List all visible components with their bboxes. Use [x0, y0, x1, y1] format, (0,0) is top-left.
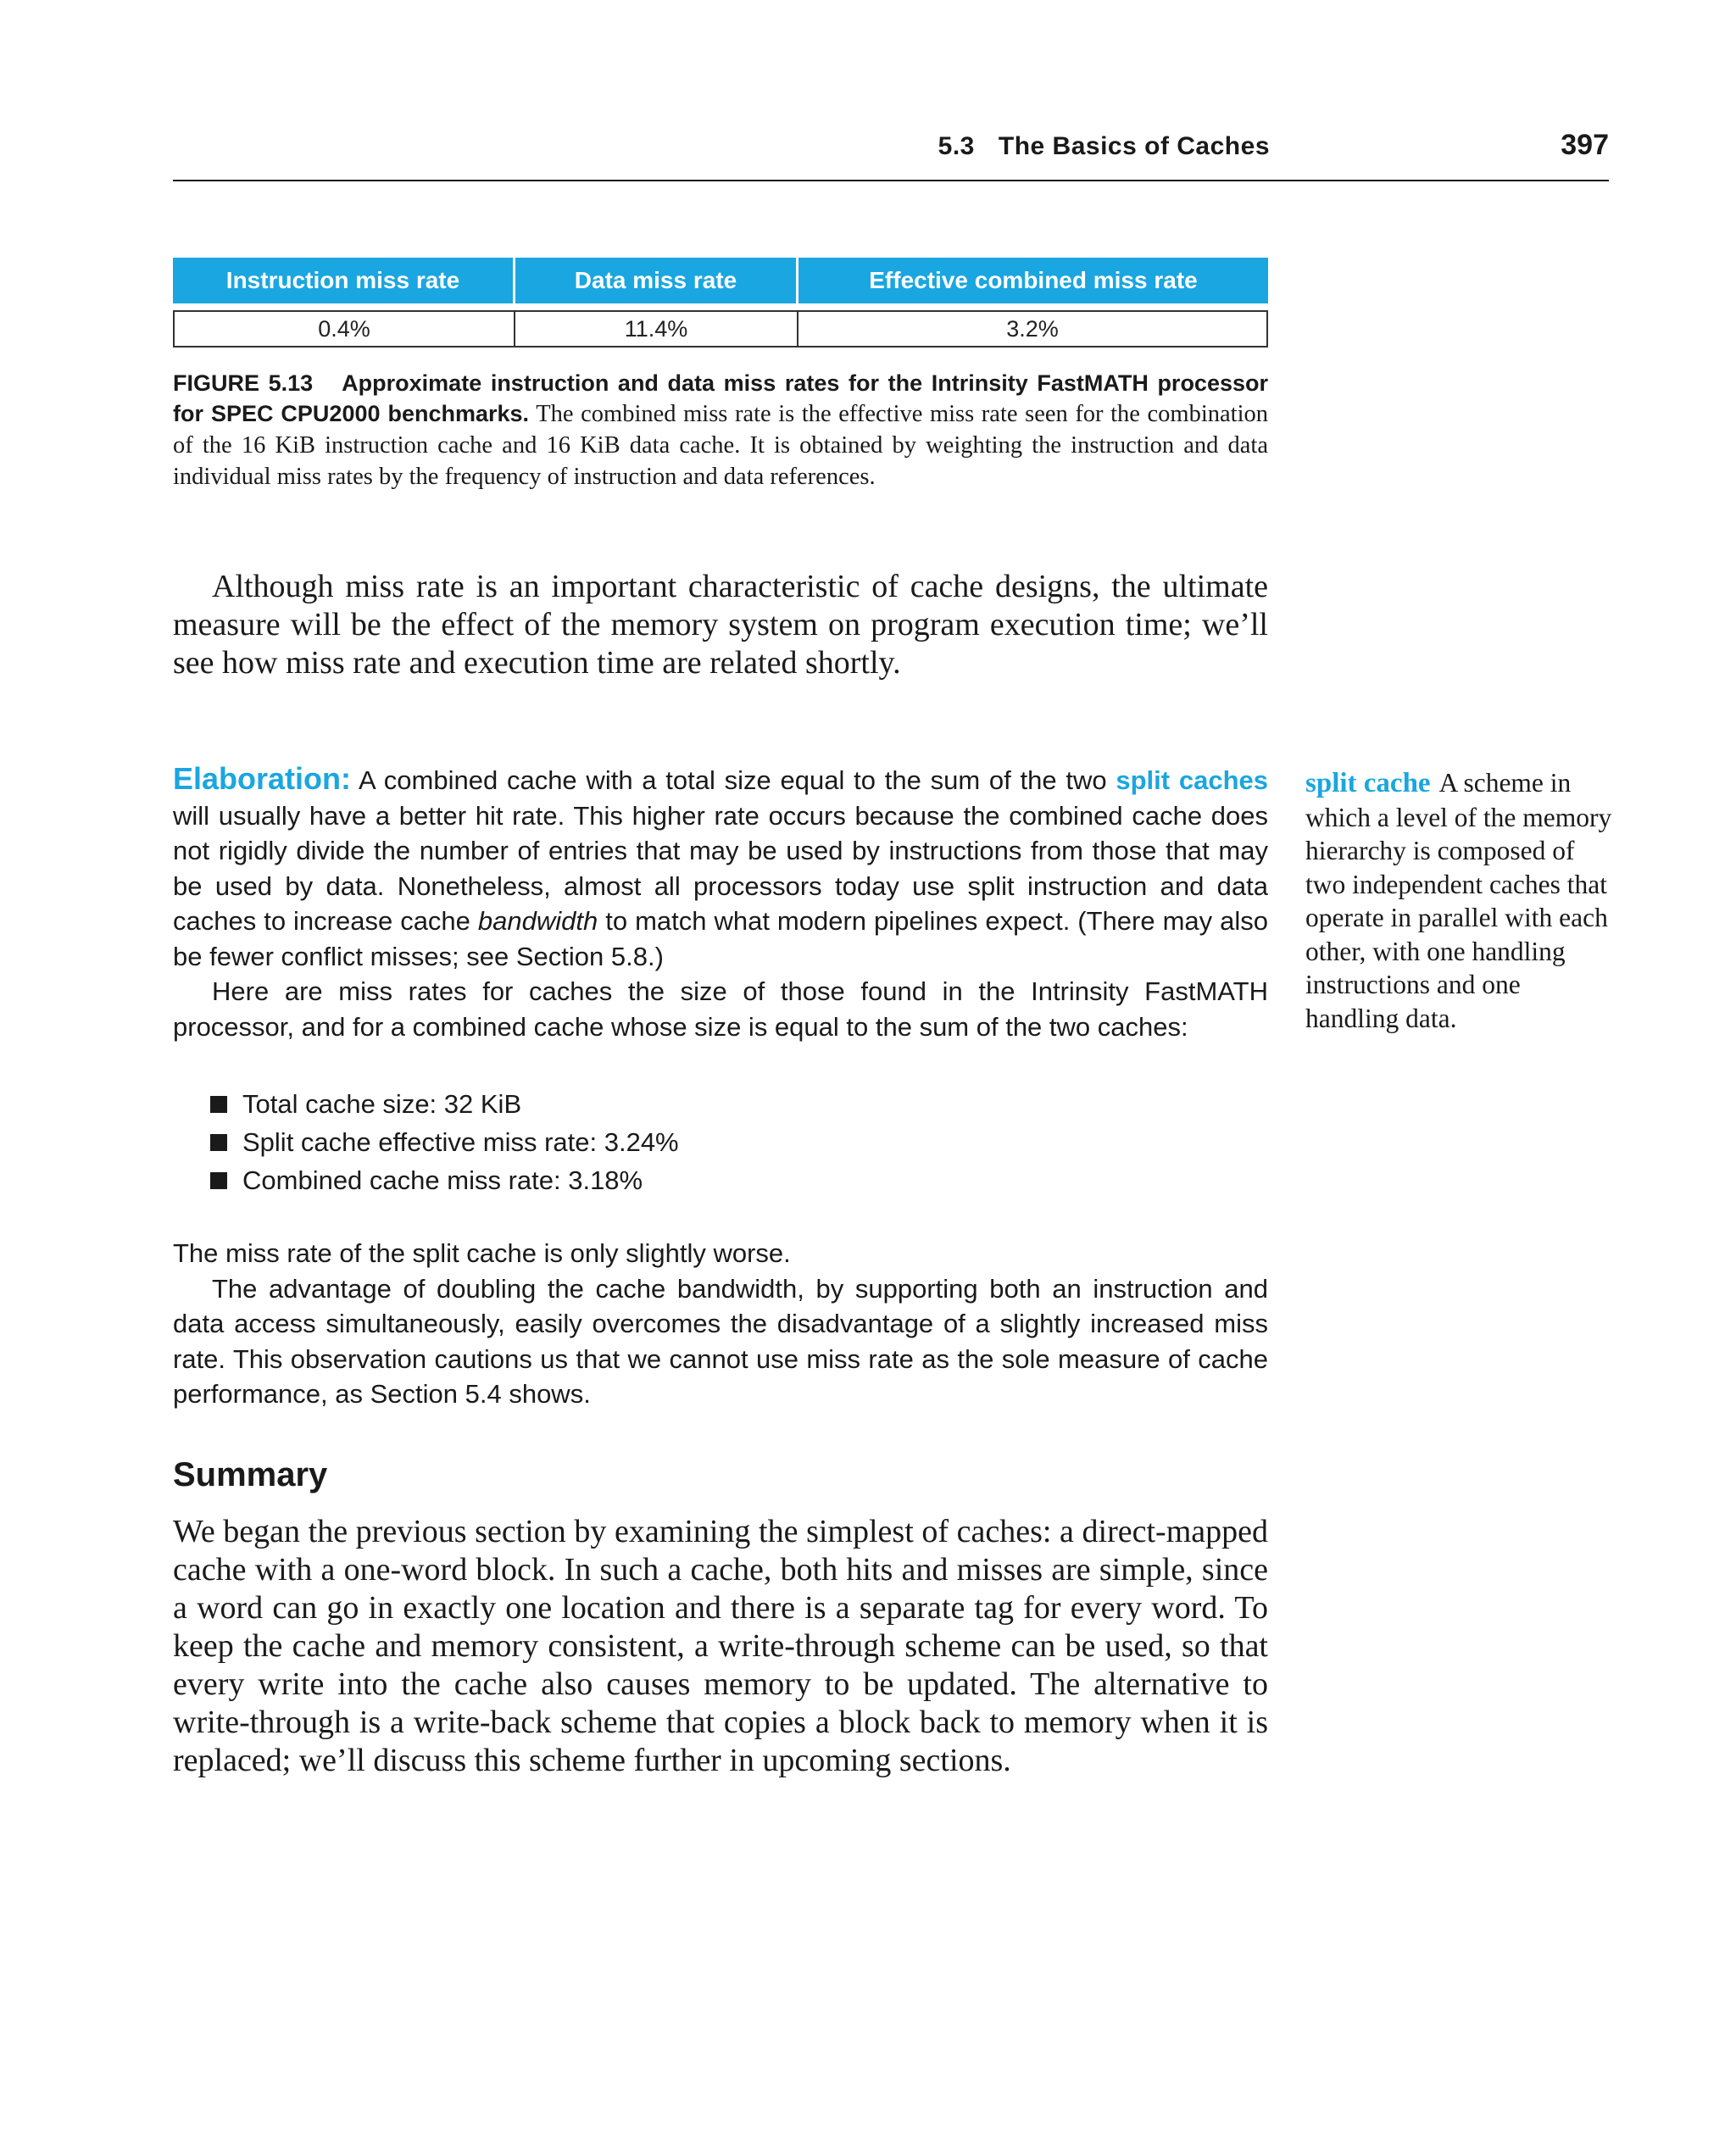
table-cell: 11.4% — [515, 310, 798, 348]
list-item — [210, 1161, 1227, 1199]
elaboration-label: Elaboration: — [173, 761, 352, 796]
figure-label: FIGURE 5.13 — [173, 370, 314, 396]
miss-rate-table — [173, 258, 1268, 348]
paragraph: The advantage of doubling the cache bandwidth, by supporting both an instruction and data access simultaneously, easily overcomes the disadvantage of a slightly increased miss rate. This observation cautions us that we cannot use miss rate as the sole measure of cache performance, as Section 5.4 shows. — [173, 1273, 1268, 1409]
table-row — [173, 310, 1268, 348]
bandwidth-emphasis: bandwidth — [477, 906, 598, 936]
table-cell: 0.4% — [173, 310, 515, 348]
margin-definition — [1305, 766, 1615, 1035]
bullet-square-icon — [210, 1134, 227, 1151]
summary-heading: Summary — [173, 1456, 328, 1493]
list-item-text: Split cache effective miss rate: 3.24% — [242, 1127, 679, 1157]
elaboration-paragraph — [173, 761, 1268, 974]
section-number: 5.3 — [938, 132, 975, 160]
table-header-cell: Data miss rate — [515, 258, 798, 303]
elaboration-text: A combined cache with a total size equal to the sum of the two — [351, 765, 1116, 795]
elaboration-paragraph-2: Here are miss rates for caches the size of those found in the Intrinsity FastMATH processor, and for a combined cache whose size is equal to the sum of the two caches: — [173, 976, 1268, 1042]
table-header-row — [173, 258, 1268, 303]
table-header-cell: Effective combined miss rate — [798, 258, 1268, 303]
list-item-text: Total cache size: 32 KiB — [242, 1089, 522, 1119]
figure-caption — [173, 368, 1268, 492]
list-item — [210, 1085, 1227, 1123]
intro-paragraph: Although miss rate is an important characteristic of cache designs, the ultimate measure will be the effect of the memory system on program execution time; we’ll see how miss rate and execution time are related shortly. — [173, 569, 1268, 681]
table-spacer — [173, 303, 1268, 310]
summary-paragraph: We began the previous section by examining the simplest of caches: a direct-mapped cache with a one-word block. In such a cache, both hits and misses are simple, since a word can go in exactly one location and there is a separate tag for every word. To keep the cache and memory consistent, a write-through scheme can be used, so that every write into the cache also causes memory to be updated. The alternative to write-through is a write-back scheme that copies a block back to memory when it is replaced; we’ll discuss this scheme further in upcoming sections. — [173, 1514, 1268, 1778]
margin-definition-text: A scheme in which a level of the memory hierarchy is composed of two independent caches that operate in parallel with each other, with one handling instructions and one handling data. — [1305, 768, 1612, 1033]
section-heading — [938, 132, 1270, 161]
post-list-text — [173, 1236, 1268, 1412]
page-number: 397 — [1561, 129, 1609, 161]
table-cell: 3.2% — [798, 310, 1268, 348]
list-item-text: Combined cache miss rate: 3.18% — [242, 1165, 643, 1195]
running-head — [173, 129, 1609, 181]
figure-caption-body: The combined miss rate is the effective miss rate seen for the combination of the 16 KiB instruction cache and 16 KiB data cache. It is obtained by weighting the instruction and data individual miss rates by the frequency of instruction and data references. — [173, 401, 1268, 490]
bullet-square-icon — [210, 1096, 227, 1113]
figure-title: Approximate instruction and data miss rates for the Intrinsity FastMATH processor for SPEC CPU2000 benchmarks. — [173, 370, 1268, 426]
bullet-square-icon — [210, 1172, 227, 1189]
elaboration-block — [173, 761, 1268, 1044]
list-item — [210, 1123, 1227, 1161]
elaboration-text: will usually have a better hit rate. This higher rate occurs because the combined cache does not rigidly divide the number of entries that may be used by instructions from those that may be used by data. Nonetheless, almost all processors today use split instruction and data caches to increase cache — [173, 800, 1268, 936]
split-caches-term: split caches — [1116, 765, 1268, 795]
bullet-list — [210, 1085, 1227, 1199]
margin-term: split cache — [1305, 768, 1431, 798]
section-title: The Basics of Caches — [998, 132, 1270, 160]
elaboration-text: to match what modern pipelines expect. (There may also be fewer conflict misses; see Section 5.8.) — [173, 906, 1268, 971]
table-header-cell: Instruction miss rate — [173, 258, 515, 303]
paragraph: The miss rate of the split cache is only slightly worse. — [173, 1238, 791, 1268]
